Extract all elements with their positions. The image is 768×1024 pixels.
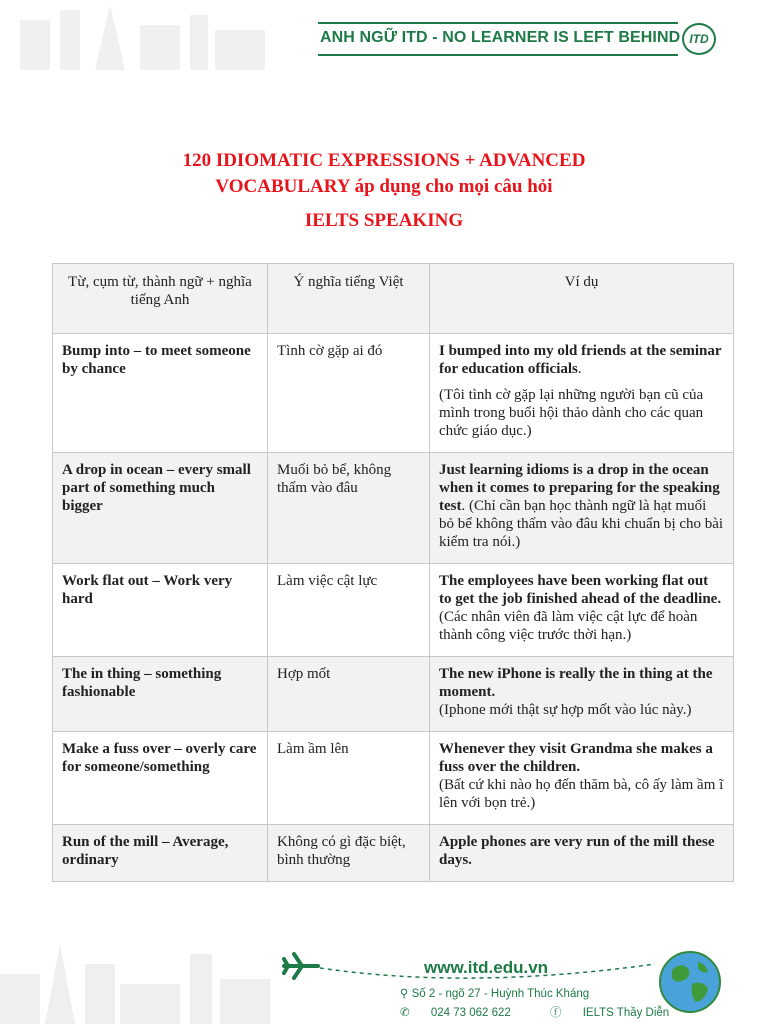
phone-icon: ✆ — [400, 1007, 413, 1019]
term-cell: The in thing – something fashionable — [53, 657, 268, 732]
table-row — [53, 732, 734, 825]
itd-logo-icon: ITD — [682, 23, 716, 55]
term-cell: Bump into – to meet someone by chance — [53, 334, 268, 453]
example-cell — [430, 825, 734, 882]
airplane-icon — [282, 952, 320, 982]
header-tagline: ANH NGỮ ITD - NO LEARNER IS LEFT BEHIND — [320, 29, 681, 46]
vocabulary-table — [52, 263, 734, 882]
website-link[interactable]: www.itd.edu.vn — [424, 958, 549, 977]
example-cell — [430, 657, 734, 732]
meaning-cell: Làm ầm lên — [268, 732, 430, 825]
title-line-2: VOCABULARY áp dụng cho mọi câu hỏi — [215, 176, 553, 197]
example-english: Just learning idioms is a drop in the ocean when it comes to preparing for the speaking test — [439, 462, 720, 514]
meaning-cell: Làm việc cật lực — [268, 564, 430, 657]
example-translation: (Iphone mới thật sự hợp mốt vào lúc này.) — [439, 702, 692, 718]
title-line-1: 120 IDIOMATIC EXPRESSIONS + ADVANCED — [182, 150, 586, 171]
example-english: Apple phones are very run of the mill these days. — [439, 834, 715, 868]
example-translation: (Các nhân viên đã làm việc cật lực để hoàn thành công việc trước thời hạn.) — [439, 609, 698, 643]
meaning-cell: Hợp mốt — [268, 657, 430, 732]
document-title — [100, 148, 668, 234]
example-cell — [430, 732, 734, 825]
column-header-example: Ví dụ — [430, 264, 734, 334]
globe-icon — [658, 950, 722, 1014]
meaning-cell: Tình cờ gặp ai đó — [268, 334, 430, 453]
term-cell: Make a fuss over – overly care for someone/something — [53, 732, 268, 825]
example-english: The new iPhone is really the in thing at the moment. — [439, 666, 713, 700]
example-cell — [430, 453, 734, 564]
term-cell: Run of the mill – Average, ordinary — [53, 825, 268, 882]
example-translation: . (Chỉ cần bạn học thành ngữ là hạt muối bỏ bể không thấm vào đâu khi chuẩn bị cho bài kiểm tra nói.) — [439, 498, 724, 550]
column-header-term: Từ, cụm từ, thành ngữ + nghĩa tiếng Anh — [53, 264, 268, 334]
table-row — [53, 564, 734, 657]
example-cell — [430, 334, 734, 453]
table-row — [53, 657, 734, 732]
meaning-cell: Không có gì đặc biệt, bình thường — [268, 825, 430, 882]
table-row — [53, 334, 734, 453]
phone-number: 024 73 062 622 — [430, 1007, 511, 1019]
example-translation: (Bất cứ khi nào họ đến thăm bà, cô ấy làm ầm ĩ lên với bọn trẻ.) — [439, 777, 724, 811]
title-line-3: IELTS SPEAKING — [304, 210, 464, 231]
meaning-cell: Muối bỏ bể, không thấm vào đâu — [268, 453, 430, 564]
facebook-page: IELTS Thầy Diễn — [582, 1007, 670, 1019]
header-rule-top — [318, 22, 678, 24]
example-cell — [430, 564, 734, 657]
example-punctuation: . — [577, 361, 582, 377]
page-header — [318, 20, 728, 60]
example-english: The employees have been working flat out to get the job finished ahead of the deadline. — [439, 573, 722, 607]
example-english: I bumped into my old friends at the seminar for education officials — [439, 343, 722, 377]
table-row — [53, 453, 734, 564]
location-pin-icon: ⚲ — [400, 988, 412, 1000]
term-cell: Work flat out – Work very hard — [53, 564, 268, 657]
column-header-meaning: Ý nghĩa tiếng Việt — [268, 264, 430, 334]
term-cell: A drop in ocean – every small part of something much bigger — [53, 453, 268, 564]
page-footer — [280, 950, 768, 1024]
table-row — [53, 825, 734, 882]
example-translation: (Tôi tình cờ gặp lại những người bạn cũ của mình trong buổi hội thảo dành cho các quan chức giáo dục.) — [439, 387, 704, 439]
footer-address — [400, 986, 589, 1000]
header-rule-bottom — [318, 54, 678, 56]
phone-entry — [400, 1007, 529, 1019]
table-header-row — [53, 264, 734, 334]
example-english: Whenever they visit Grandma she makes a fuss over the children. — [439, 741, 713, 775]
address-text: Số 2 - ngõ 27 - Huỳnh Thúc Kháng — [411, 988, 590, 1000]
facebook-icon: ⓕ — [550, 1007, 565, 1019]
